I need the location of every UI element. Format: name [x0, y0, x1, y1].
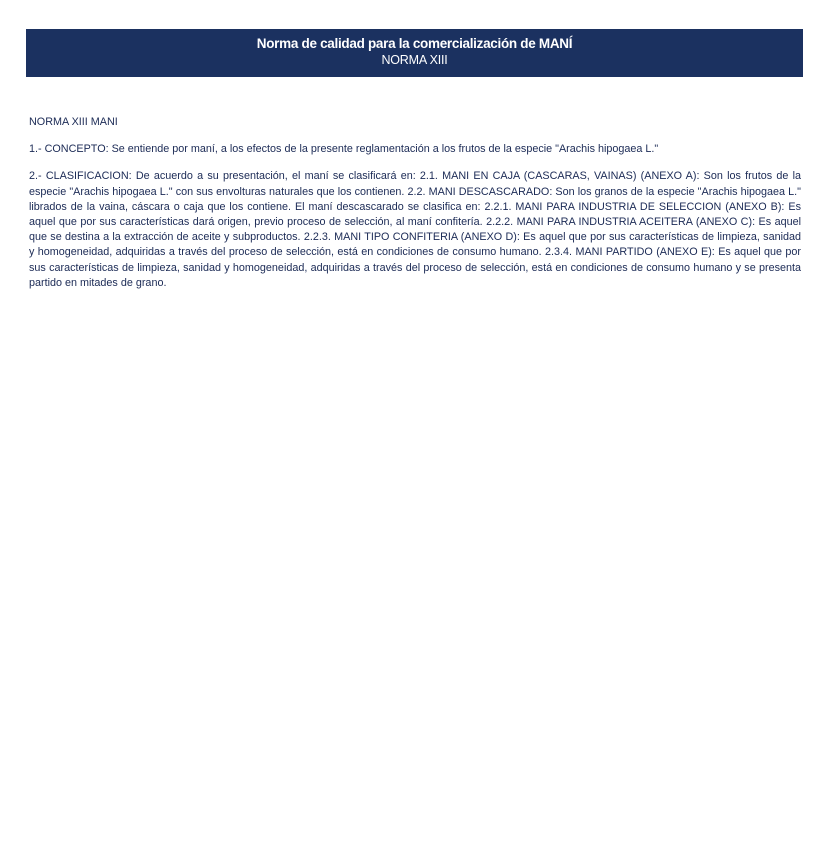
section-heading: NORMA XIII MANI — [29, 116, 118, 128]
document-subtitle: NORMA XIII — [381, 53, 448, 67]
document-body — [29, 115, 801, 303]
document-header — [26, 29, 803, 77]
paragraph-clasificacion: 2.- CLASIFICACION: De acuerdo a su presentación, el maní se clasificará en: 2.1. MANI EN CAJA (CASCARAS, VAINAS) (ANEXO A): Son los frutos de la especie "Arachis hipogaea L." con sus envolturas naturales que los contienen. 2.2. MANI DESCASCARADO: Son los granos de la especie "Arachis hipogaea L." librados de la vaina, cáscara o caja que los contiene. El maní descascarado se clasifica en: 2.2.1. MANI PARA INDUSTRIA DE SELECCION (ANEXO B): Es aquel que por sus características dará origen, previo proceso de selección, al maní confitería. 2.2.2. MANI PARA INDUSTRIA ACEITERA (ANEXO C): Es aquel que se destina a la extracción de aceite y subproductos. 2.2.3. MANI TIPO CONFITERIA (ANEXO D): Es aquel que por sus características de limpieza, sanidad y homogeneidad, adquiridas a través del proceso de selección, está en condiciones de consumo humano. 2.3.4. MANI PARTIDO (ANEXO E): Es aquel que por sus características de limpieza, sanidad y homogeneidad, adquiridas a través del proceso de selección, está en condiciones de consumo humano y se presenta partido en mitades de grano. — [29, 170, 801, 289]
paragraph-concepto: 1.- CONCEPTO: Se entiende por maní, a los efectos de la presente reglamentación a los frutos de la especie "Arachis hipogaea L." — [29, 143, 659, 156]
document-title: Norma de calidad para la comercialización de MANÍ — [256, 36, 573, 51]
